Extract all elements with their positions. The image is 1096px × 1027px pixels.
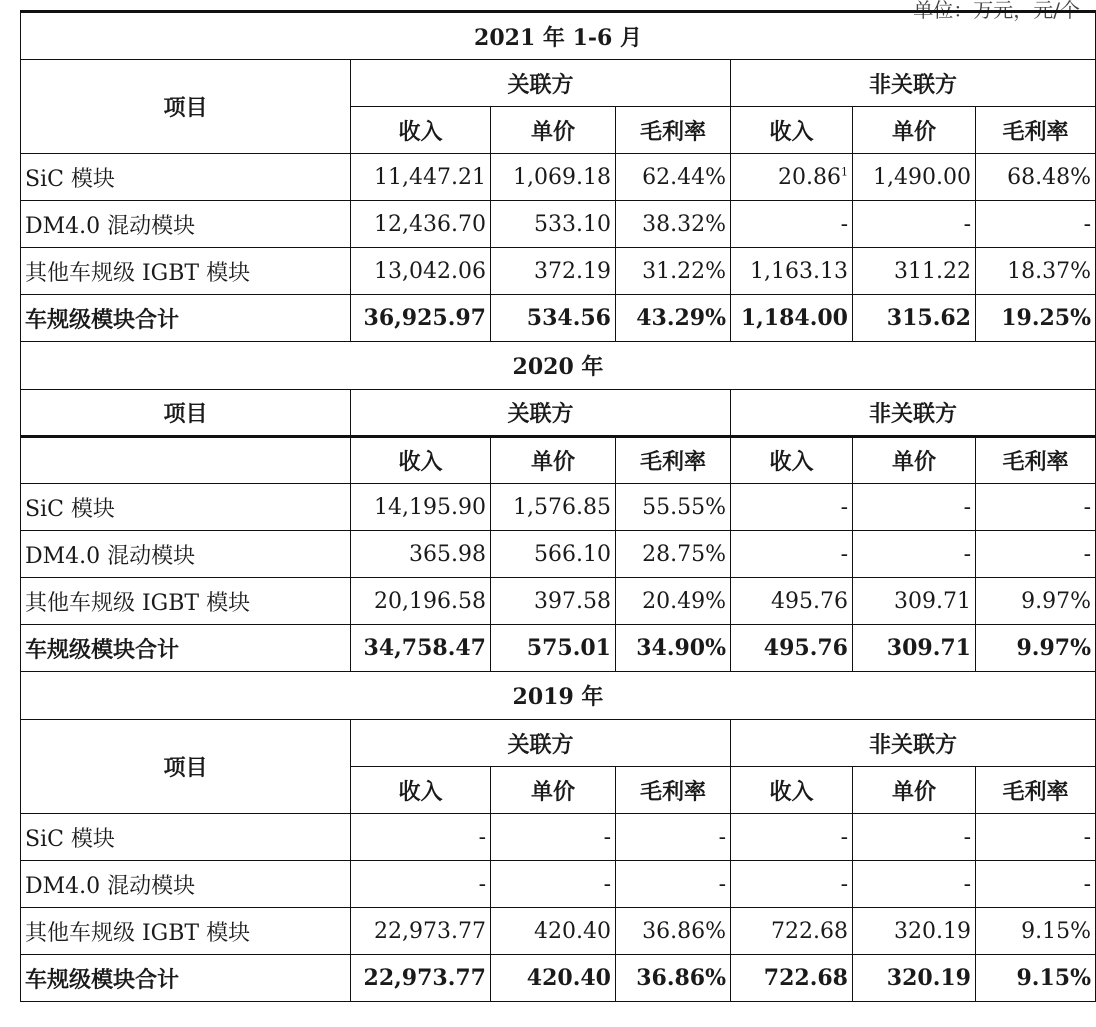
unrelated-unit-price: - [853,201,976,248]
revenue-header: 收入 [351,107,491,154]
table-row [21,154,1096,201]
unrelated-revenue: 722.68 [731,908,853,955]
unrelated-revenue [731,154,853,201]
related-unit-price: - [491,861,616,908]
table-row [21,578,1096,625]
related-unit-price: 420.40 [491,955,616,1002]
unrelated-party-header: 非关联方 [731,720,1096,767]
row-label: 车规级模块合计 [21,955,351,1002]
row-label: 车规级模块合计 [21,295,351,342]
row-label: DM4.0 混动模块 [21,531,351,578]
related-unit-price: 1,069.18 [491,154,616,201]
table-row [21,861,1096,908]
revenue-header: 收入 [351,437,491,484]
unrelated-unit-price: - [853,814,976,861]
related-party-header: 关联方 [351,60,731,107]
related-unit-price: 1,576.85 [491,484,616,531]
unrelated-unit-price: 315.62 [853,295,976,342]
related-revenue: - [351,861,491,908]
unit-note: 单位：万元，元/个 [913,0,1080,22]
related-gross-margin: - [616,861,731,908]
unrelated-unit-price: - [853,531,976,578]
related-gross-margin: 36.86% [616,908,731,955]
table-row [21,484,1096,531]
blank-header [21,437,351,484]
revenue-header: 收入 [731,107,853,154]
total-row [21,295,1096,342]
row-label: SiC 模块 [21,154,351,201]
unrelated-unit-price: 320.19 [853,908,976,955]
row-label: SiC 模块 [21,484,351,531]
related-gross-margin: 34.90% [616,625,731,672]
unrelated-gross-margin: 68.48% [976,154,1096,201]
related-revenue: - [351,814,491,861]
unit-price-header: 单价 [491,107,616,154]
gross-margin-header: 毛利率 [616,107,731,154]
unrelated-revenue: - [731,484,853,531]
gross-margin-header: 毛利率 [616,437,731,484]
gross-margin-header: 毛利率 [616,767,731,814]
unit-price-header: 单价 [491,437,616,484]
related-gross-margin: 36.86% [616,955,731,1002]
period-title: 2019 年 [21,672,1096,720]
unrelated-gross-margin: 9.97% [976,625,1096,672]
related-revenue: 12,436.70 [351,201,491,248]
related-gross-margin: 55.55% [616,484,731,531]
table-row [21,201,1096,248]
unrelated-gross-margin: 19.25% [976,295,1096,342]
related-party-header: 关联方 [351,390,731,437]
unrelated-revenue: 495.76 [731,625,853,672]
period-header-row [21,342,1096,390]
related-revenue: 11,447.21 [351,154,491,201]
table-row [21,248,1096,295]
unit-price-header: 单价 [491,767,616,814]
unrelated-party-header: 非关联方 [731,60,1096,107]
gross-margin-header: 毛利率 [976,107,1096,154]
related-party-header: 关联方 [351,720,731,767]
unrelated-gross-margin: - [976,814,1096,861]
related-revenue: 13,042.06 [351,248,491,295]
row-label: 其他车规级 IGBT 模块 [21,248,351,295]
total-row [21,955,1096,1002]
revenue-header: 收入 [351,767,491,814]
unrelated-revenue: - [731,531,853,578]
related-gross-margin: 28.75% [616,531,731,578]
table-row [21,814,1096,861]
unrelated-gross-margin: - [976,531,1096,578]
unrelated-gross-margin: - [976,861,1096,908]
related-revenue: 20,196.58 [351,578,491,625]
period-title: 2021 年 1-6 月 [21,12,1096,60]
related-gross-margin: 38.32% [616,201,731,248]
unrelated-revenue: - [731,861,853,908]
related-revenue: 36,925.97 [351,295,491,342]
unrelated-unit-price: - [853,861,976,908]
unrelated-gross-margin: - [976,484,1096,531]
row-label: SiC 模块 [21,814,351,861]
related-unit-price: 566.10 [491,531,616,578]
unrelated-gross-margin: 9.15% [976,955,1096,1002]
unit-price-header: 单价 [853,767,976,814]
related-unit-price: 372.19 [491,248,616,295]
unrelated-gross-margin: - [976,201,1096,248]
related-gross-margin: 20.49% [616,578,731,625]
row-label: 其他车规级 IGBT 模块 [21,908,351,955]
related-unit-price: - [491,814,616,861]
related-gross-margin: 43.29% [616,295,731,342]
total-row [21,625,1096,672]
item-header: 项目 [21,60,351,154]
unrelated-gross-margin: 9.15% [976,908,1096,955]
related-gross-margin: 31.22% [616,248,731,295]
unit-price-header: 单价 [853,437,976,484]
footnote-marker: 1 [841,165,848,179]
related-revenue: 365.98 [351,531,491,578]
revenue-header: 收入 [731,437,853,484]
row-label: 其他车规级 IGBT 模块 [21,578,351,625]
unrelated-revenue: 1,163.13 [731,248,853,295]
related-unit-price: 575.01 [491,625,616,672]
gross-margin-header: 毛利率 [976,767,1096,814]
row-label: DM4.0 混动模块 [21,861,351,908]
unit-price-header: 单价 [853,107,976,154]
unrelated-unit-price: 320.19 [853,955,976,1002]
table-row [21,908,1096,955]
unrelated-unit-price: 311.22 [853,248,976,295]
related-gross-margin: 62.44% [616,154,731,201]
unrelated-party-header: 非关联方 [731,390,1096,437]
unrelated-revenue: 495.76 [731,578,853,625]
unrelated-revenue: 1,184.00 [731,295,853,342]
unrelated-unit-price: 1,490.00 [853,154,976,201]
unrelated-gross-margin: 9.97% [976,578,1096,625]
related-revenue: 22,973.77 [351,955,491,1002]
table-row [21,531,1096,578]
period-header-row [21,12,1096,60]
period-title: 2020 年 [21,342,1096,390]
unrelated-revenue: - [731,814,853,861]
unrelated-revenue-value: 20.86 [778,164,841,190]
unrelated-unit-price: 309.71 [853,578,976,625]
related-revenue: 34,758.47 [351,625,491,672]
related-gross-margin: - [616,814,731,861]
row-label: 车规级模块合计 [21,625,351,672]
unrelated-gross-margin: 18.37% [976,248,1096,295]
row-label: DM4.0 混动模块 [21,201,351,248]
column-header-row [21,437,1096,484]
related-revenue: 22,973.77 [351,908,491,955]
period-header-row [21,672,1096,720]
revenue-header: 收入 [731,767,853,814]
unrelated-unit-price: - [853,484,976,531]
group-header-row [21,60,1096,107]
group-header-row [21,390,1096,437]
unrelated-revenue: 722.68 [731,955,853,1002]
related-unit-price: 533.10 [491,201,616,248]
unrelated-unit-price: 309.71 [853,625,976,672]
related-unit-price: 534.56 [491,295,616,342]
financial-table [20,10,1096,1002]
unrelated-revenue: - [731,201,853,248]
item-header: 项目 [21,720,351,814]
related-unit-price: 397.58 [491,578,616,625]
related-unit-price: 420.40 [491,908,616,955]
gross-margin-header: 毛利率 [976,437,1096,484]
group-header-row [21,720,1096,767]
item-header: 项目 [21,390,351,437]
related-revenue: 14,195.90 [351,484,491,531]
